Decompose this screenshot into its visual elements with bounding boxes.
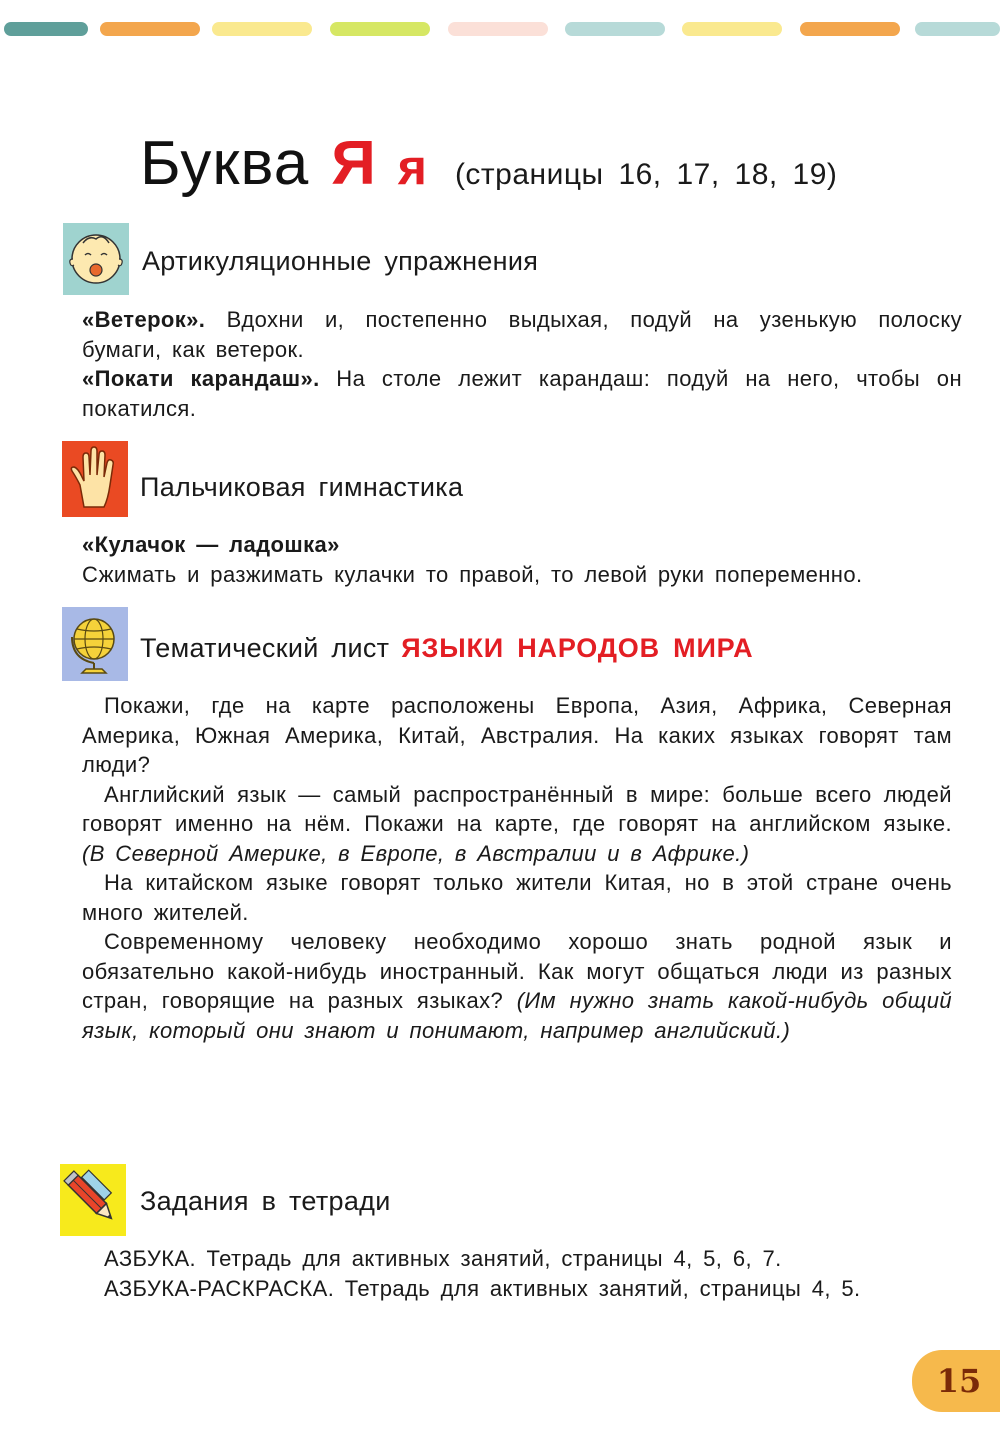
- page-number: 15: [936, 1362, 982, 1400]
- thematic-text: [82, 691, 952, 1045]
- title-pages: (страницы 16, 17, 18, 19): [454, 158, 838, 191]
- child-face-icon: [63, 223, 129, 295]
- title-letter-upper: Я: [331, 129, 376, 198]
- hand-icon: [62, 441, 128, 513]
- articulation-heading: Артикуляционные упражнения: [142, 246, 539, 276]
- finger-heading: Пальчиковая гимнастика: [140, 472, 464, 502]
- pencil-icon: [60, 1164, 126, 1236]
- finger-exercise-name: [82, 530, 962, 560]
- finger-text: [82, 530, 962, 589]
- page-number-tab: [912, 1350, 1000, 1412]
- paragraph-text: Английский язык — самый распространённый в мире: больше всего людей говорят именно на нём. Покажи на карте, где говорят на английском языке.: [82, 781, 952, 836]
- thematic-paragraph-3: На китайском языке говорят только жители Китая, но в этой стране очень много жителей.: [82, 870, 952, 925]
- exercise-text: Вдохни и, постепенно выдыхая, подуй на узенькую полоску бумаги, как ветерок.: [82, 307, 962, 362]
- thematic-heading: [140, 633, 753, 664]
- title-letter-lower: я: [397, 139, 427, 195]
- title-word: Буква: [140, 129, 310, 198]
- workbook-line-2: АЗБУКА-РАСКРАСКА. Тетрадь для активных занятий, страницы 4, 5.: [104, 1275, 861, 1301]
- top-decorative-strip: [0, 22, 1000, 36]
- finger-exercise-text: Сжимать и разжимать кулачки то правой, то левой руки попеременно.: [82, 561, 863, 587]
- articulation-exercise-1: [82, 305, 962, 364]
- page-title: [140, 128, 960, 199]
- paragraph-text: Современному человеку необходимо хорошо знать родной язык и обязательно какой-нибудь иностранный. Как могут общаться люди из разных стран, говорящие на разных языках?: [82, 929, 952, 1013]
- exercise-name: «Кулачок — ладошка»: [82, 532, 340, 557]
- exercise-text: На столе лежит карандаш: подуй на него, чтобы он покатился.: [82, 366, 962, 421]
- thematic-paragraph-2: [82, 780, 952, 869]
- paragraph-answer: (В Северной Америке, в Европе, в Австралии и в Африке.): [82, 840, 750, 866]
- thematic-paragraph-1: Покажи, где на карте расположены Европа, Азия, Африка, Северная Америка, Южная Америка, Китай, Австралия. На каких языках говорят там люди?: [82, 693, 952, 777]
- globe-icon: [62, 607, 128, 679]
- thematic-heading-topic: ЯЗЫКИ НАРОДОВ МИРА: [401, 633, 754, 663]
- workbook-line-1: АЗБУКА. Тетрадь для активных занятий, страницы 4, 5, 6, 7.: [104, 1246, 782, 1271]
- articulation-text: [82, 305, 962, 423]
- articulation-exercise-2: [82, 364, 962, 423]
- workbook-text: [104, 1244, 964, 1303]
- thematic-paragraph-4: [82, 927, 952, 1045]
- exercise-name: «Ветерок».: [82, 307, 206, 332]
- paragraph-answer: (Им нужно знать какой-нибудь общий язык, который они знают и понимают, например английский.): [82, 988, 952, 1043]
- exercise-name: «Покати карандаш».: [82, 366, 320, 391]
- workbook-heading: Задания в тетради: [140, 1186, 391, 1216]
- thematic-heading-label: Тематический лист: [140, 633, 390, 663]
